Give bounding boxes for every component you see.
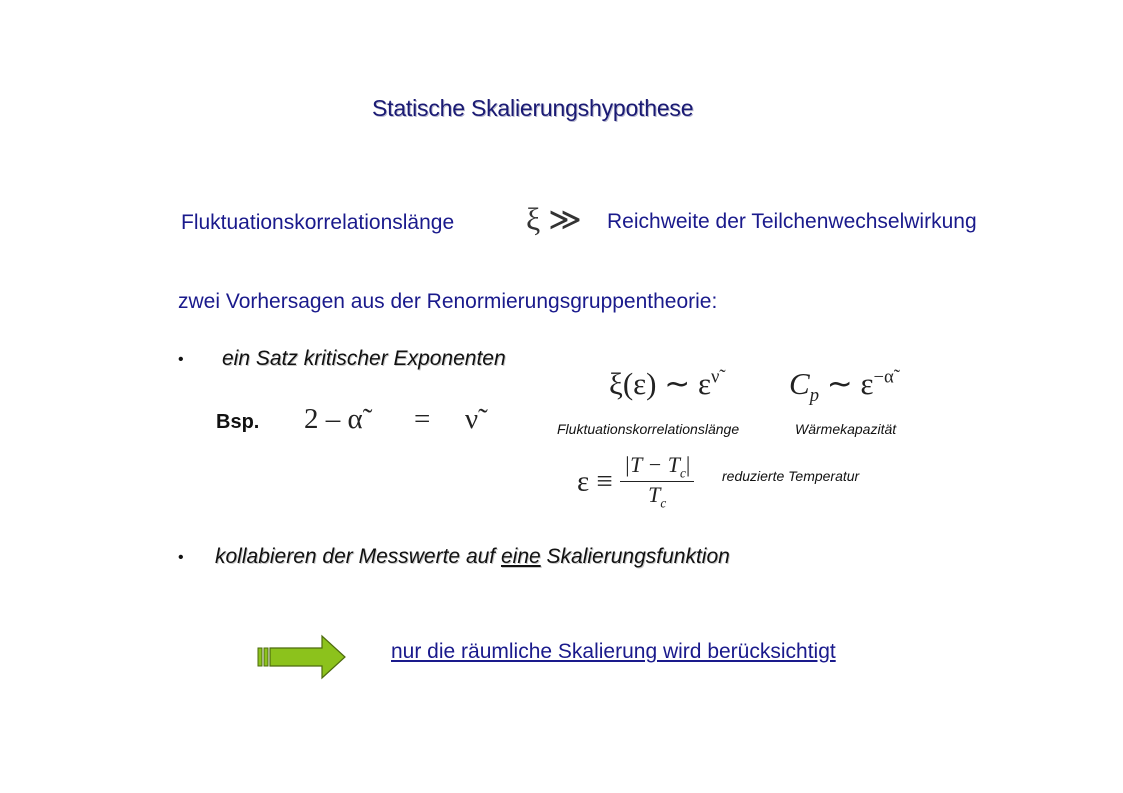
bullet-collapse-after: Skalierungsfunktion xyxy=(540,545,730,568)
example-rhs: ν̃ xyxy=(465,403,479,435)
eps-denominator-sub: c xyxy=(660,495,667,511)
example-lhs: 2 – α̃ xyxy=(304,403,363,435)
bullet-marker: • xyxy=(178,351,184,368)
cp-subscript: p xyxy=(809,385,819,407)
cp-formula-label: Wärmekapazität xyxy=(795,421,897,437)
bullet-collapse-underlined: eine xyxy=(500,545,541,568)
cp-mid: ∼ ε xyxy=(818,366,874,401)
correlation-length-label: Fluktuationskorrelationslänge xyxy=(181,211,455,234)
bullet-critical-exponents: ein Satz kritischer Exponenten xyxy=(222,347,506,370)
example-equals: = xyxy=(414,403,431,435)
xi-formula-base: ξ(ε) ∼ ε xyxy=(609,366,711,401)
bullet-marker: • xyxy=(178,549,184,566)
eps-denominator-text: T xyxy=(648,482,661,508)
green-arrow-icon xyxy=(256,634,348,685)
eps-lhs: ε ≡ xyxy=(577,465,613,498)
correlation-length-formula xyxy=(609,366,719,402)
eps-numerator-sub: c xyxy=(680,465,686,481)
eps-denominator xyxy=(620,482,694,511)
conclusion-link[interactable]: nur die räumliche Skalierung wird berücksichtigt xyxy=(391,640,836,663)
eps-numerator-text: |T − T xyxy=(624,452,681,477)
reduced-temperature-label: reduzierte Temperatur xyxy=(722,468,860,484)
eps-numerator xyxy=(620,452,694,482)
xi-formula-exponent: ν̃ xyxy=(710,366,720,388)
example-label: Bsp. xyxy=(216,411,260,433)
reduced-temperature-formula xyxy=(577,452,694,512)
cp-base: C xyxy=(789,366,810,401)
eps-fraction xyxy=(620,452,694,512)
much-greater-symbol: ξ ≫ xyxy=(526,201,582,237)
page-title: Statische Skalierungshypothese xyxy=(372,95,694,121)
cp-exponent: −α̃ xyxy=(873,366,894,388)
heat-capacity-formula xyxy=(789,366,894,407)
eps-numerator-end: | xyxy=(685,452,691,477)
bullet-collapse xyxy=(215,545,730,569)
intro-text: zwei Vorhersagen aus der Renormierungsgruppentheorie: xyxy=(178,290,718,313)
xi-formula-label: Fluktuationskorrelationslänge xyxy=(557,421,740,437)
bullet-collapse-before: kollabieren der Messwerte auf xyxy=(215,545,501,568)
interaction-range-label: Reichweite der Teilchenwechselwirkung xyxy=(607,210,977,233)
